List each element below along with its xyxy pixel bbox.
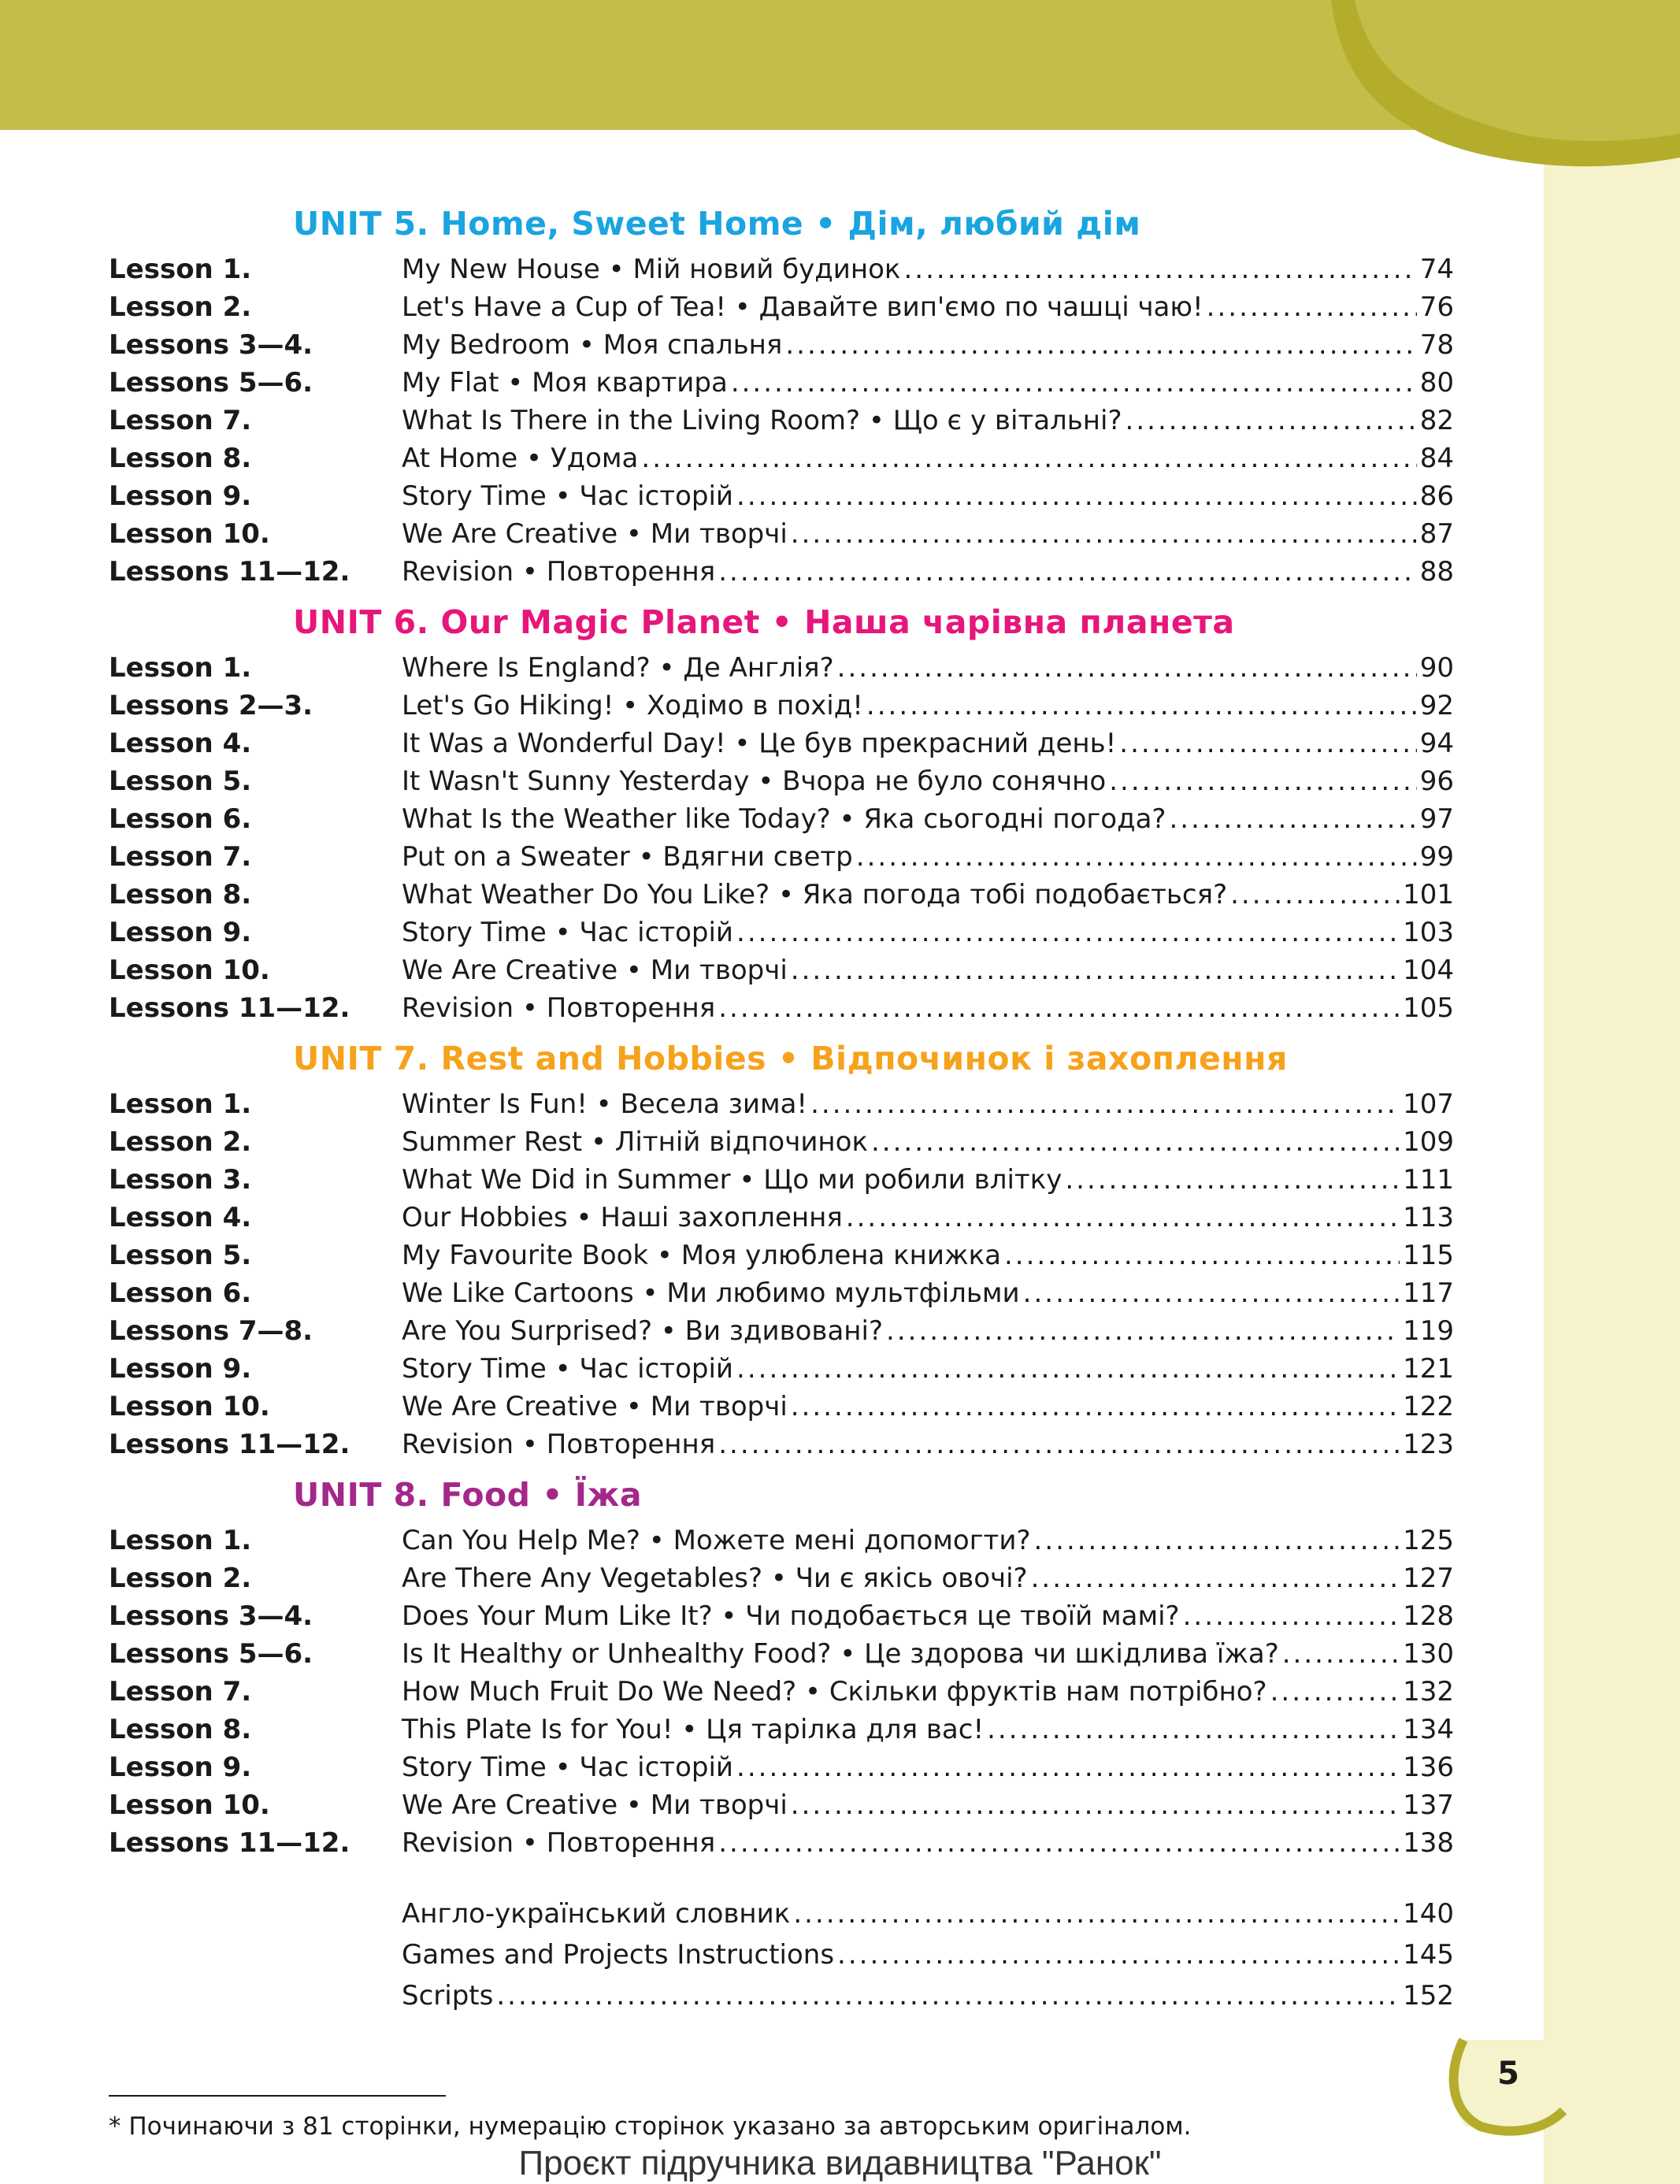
lesson-entry [402,1789,1454,1821]
lesson-title: It Wasn't Sunny Yesterday • Вчора не було сонячно [402,766,1107,797]
lesson-title: Winter Is Fun! • Весела зима! [402,1088,808,1120]
page-number: 5 [1497,2056,1519,2092]
lesson-label: Lesson 9. [109,1353,252,1385]
lesson-label: Lesson 8. [109,443,252,474]
toc-row[interactable] [0,518,1680,556]
dot-leader [810,1088,1400,1120]
lesson-label: Lesson 9. [109,1752,252,1783]
page-ref: 107 [1403,1088,1454,1120]
toc-row[interactable] [0,405,1680,443]
lesson-entry [402,1752,1454,1783]
page-ref: 145 [1403,1939,1454,1971]
lesson-label: Lessons 11—12. [109,1827,350,1859]
lesson-entry [402,652,1454,684]
lesson-label: Lessons 5—6. [109,367,313,399]
dot-leader [791,518,1417,550]
lesson-entry [402,690,1454,721]
lesson-label: Lesson 2. [109,1126,252,1158]
unit-title: UNIT 7. Rest and Hobbies • Відпочинок і захоплення [293,1040,1288,1077]
toc-row[interactable] [0,917,1680,955]
toc-row[interactable] [0,652,1680,690]
lesson-title: Is It Healthy or Unhealthy Food? • Це здорова чи шкідлива їжа? [402,1638,1279,1670]
dot-leader [1270,1676,1400,1708]
footnote-rule [109,2095,446,2097]
lesson-label: Lesson 10. [109,1391,270,1422]
dot-leader [791,955,1400,986]
page-ref: 103 [1403,917,1454,948]
lesson-label: Lesson 1. [109,254,252,285]
lesson-entry [402,367,1454,399]
dot-leader [1004,1240,1400,1271]
lesson-entry [402,1126,1454,1158]
lesson-label: Lessons 5—6. [109,1638,313,1670]
toc-row[interactable] [0,254,1680,291]
unit-title: UNIT 6. Our Magic Planet • Наша чарівна планета [293,603,1235,641]
page-ref: 121 [1403,1353,1454,1385]
dot-leader [903,254,1416,285]
page-ref: 119 [1403,1315,1454,1347]
lesson-label: Lessons 11—12. [109,556,350,588]
toc-row[interactable] [0,1353,1680,1391]
dot-leader [846,1202,1400,1233]
dot-leader [1034,1525,1400,1556]
lesson-label: Lesson 1. [109,1088,252,1120]
dot-leader [1282,1638,1400,1670]
toc-row[interactable] [0,766,1680,803]
lesson-title: We Are Creative • Ми творчі [402,1391,788,1422]
page-ref: 92 [1419,690,1454,721]
lesson-label: Lessons 3—4. [109,1600,313,1632]
unit-title: UNIT 5. Home, Sweet Home • Дім, любий дім [293,205,1141,243]
appendix-title: Games and Projects Instructions [402,1939,835,1971]
page-ref: 97 [1419,803,1454,835]
appendix-row[interactable] [0,1980,1680,2018]
dot-leader [496,1980,1400,2012]
lesson-entry [402,1429,1454,1460]
page-ref: 90 [1419,652,1454,684]
dot-leader [856,841,1417,873]
lesson-entry [402,879,1454,910]
page-ref: 82 [1419,405,1454,436]
lesson-title: Story Time • Час історій [402,480,734,512]
lesson-label: Lesson 7. [109,405,252,436]
appendix-title: Англо-український словник [402,1898,791,1930]
lesson-label: Lesson 8. [109,1714,252,1745]
dot-leader [1183,1600,1400,1632]
lesson-label: Lesson 5. [109,766,252,797]
toc-row[interactable] [0,1088,1680,1126]
appendix-entry [402,1980,1454,2012]
lesson-label: Lessons 11—12. [109,992,350,1024]
page-ref: 132 [1403,1676,1454,1708]
dot-leader [641,443,1416,474]
lesson-title: My Bedroom • Моя спальня [402,329,783,361]
lesson-entry [402,443,1454,474]
toc-row[interactable] [0,1638,1680,1676]
lesson-title: Our Hobbies • Наші захоплення [402,1202,843,1233]
toc-row[interactable] [0,841,1680,879]
toc-row[interactable] [0,1714,1680,1752]
lesson-entry [402,1391,1454,1422]
lesson-label: Lesson 6. [109,1277,252,1309]
lesson-entry [402,803,1454,835]
dot-leader [718,1827,1400,1859]
lesson-entry [402,1714,1454,1745]
toc-row[interactable] [0,728,1680,766]
toc-row[interactable] [0,1563,1680,1600]
lesson-entry [402,766,1454,797]
dot-leader [1065,1164,1400,1196]
lesson-entry [402,480,1454,512]
appendix-entry [402,1939,1454,1971]
lesson-entry [402,1600,1454,1632]
lesson-entry [402,1827,1454,1859]
lesson-entry [402,841,1454,873]
toc-row[interactable] [0,329,1680,367]
dot-leader [866,690,1417,721]
lesson-title: This Plate Is for You! • Ця тарілка для вас! [402,1714,985,1745]
dot-leader [1230,879,1400,910]
page-ref: 86 [1419,480,1454,512]
watermark: Проєкт підручника видавництва "Ранок" [518,2144,1162,2182]
page-ref: 84 [1419,443,1454,474]
lesson-entry [402,405,1454,436]
dot-leader [785,329,1416,361]
lesson-entry [402,1088,1454,1120]
toc-row[interactable] [0,992,1680,1030]
appendix-row[interactable] [0,1898,1680,1936]
lesson-label: Lesson 10. [109,955,270,986]
dot-leader [987,1714,1400,1745]
lesson-entry [402,1240,1454,1271]
page-ref: 138 [1403,1827,1454,1859]
lesson-title: Revision • Повторення [402,1827,716,1859]
dot-leader [736,1752,1400,1783]
lesson-title: What We Did in Summer • Що ми робили влітку [402,1164,1063,1196]
toc-row[interactable] [0,1752,1680,1789]
lesson-entry [402,329,1454,361]
page-ref: 105 [1403,992,1454,1024]
page-ref: 130 [1403,1638,1454,1670]
dot-leader [1207,291,1417,323]
lesson-entry [402,291,1454,323]
lesson-title: My Favourite Book • Моя улюблена книжка [402,1240,1001,1271]
lesson-entry [402,955,1454,986]
appendix-entry [402,1898,1454,1930]
toc-row[interactable] [0,1525,1680,1563]
page-ref: 113 [1403,1202,1454,1233]
dot-leader [837,652,1417,684]
dot-leader [1023,1277,1400,1309]
lesson-entry [402,518,1454,550]
page-ref: 99 [1419,841,1454,873]
lesson-title: Are You Surprised? • Ви здивовані? [402,1315,884,1347]
dot-leader [1126,405,1417,436]
lesson-label: Lessons 7—8. [109,1315,313,1347]
lesson-label: Lesson 2. [109,1563,252,1594]
lesson-label: Lesson 4. [109,1202,252,1233]
toc-row[interactable] [0,1600,1680,1638]
lesson-label: Lesson 4. [109,728,252,759]
toc-row[interactable] [0,1315,1680,1353]
toc-row[interactable] [0,1676,1680,1714]
page-ref: 96 [1419,766,1454,797]
toc-row[interactable] [0,1164,1680,1202]
lesson-title: Story Time • Час історій [402,1353,734,1385]
lesson-title: What Weather Do You Like? • Яка погода тобі подобається? [402,879,1228,910]
toc-row[interactable] [0,955,1680,992]
lesson-label: Lesson 2. [109,291,252,323]
page-ref: 87 [1419,518,1454,550]
lesson-label: Lesson 9. [109,917,252,948]
lesson-label: Lesson 1. [109,652,252,684]
lesson-title: What Is There in the Living Room? • Що є у вітальні? [402,405,1122,436]
toc-row[interactable] [0,291,1680,329]
page-ref: 117 [1403,1277,1454,1309]
page-ref: 74 [1419,254,1454,285]
lesson-label: Lessons 2—3. [109,690,313,721]
page-ref: 134 [1403,1714,1454,1745]
page-ref: 101 [1403,879,1454,910]
dot-leader [1109,766,1417,797]
toc-row[interactable] [0,480,1680,518]
lesson-entry [402,1353,1454,1385]
page-ref: 88 [1419,556,1454,588]
toc-row[interactable] [0,1391,1680,1429]
page-ref: 125 [1403,1525,1454,1556]
lesson-entry [402,917,1454,948]
lesson-entry [402,1315,1454,1347]
lesson-title: At Home • Удома [402,443,639,474]
toc-row[interactable] [0,1126,1680,1164]
toc-row[interactable] [0,1789,1680,1827]
lesson-label: Lesson 10. [109,1789,270,1821]
lesson-title: How Much Fruit Do We Need? • Скільки фруктів нам потрібно? [402,1676,1267,1708]
lesson-label: Lesson 8. [109,879,252,910]
appendix-row[interactable] [0,1939,1680,1977]
lesson-title: My Flat • Моя квартира [402,367,728,399]
lesson-label: Lesson 1. [109,1525,252,1556]
lesson-entry [402,1638,1454,1670]
lesson-title: We Are Creative • Ми творчі [402,518,788,550]
dot-leader [837,1939,1400,1971]
toc-row[interactable] [0,367,1680,405]
page-ref: 137 [1403,1789,1454,1821]
page-ref: 80 [1419,367,1454,399]
page-ref: 109 [1403,1126,1454,1158]
toc-row[interactable] [0,1827,1680,1865]
toc-row[interactable] [0,879,1680,917]
lesson-entry [402,728,1454,759]
toc-row[interactable] [0,443,1680,480]
lesson-entry [402,992,1454,1024]
unit-title: UNIT 8. Food • Їжа [293,1476,642,1514]
dot-leader [886,1315,1400,1347]
lesson-title: Revision • Повторення [402,992,716,1024]
dot-leader [1169,803,1416,835]
lesson-label: Lessons 11—12. [109,1429,350,1460]
dot-leader [1119,728,1416,759]
lesson-title: Does Your Mum Like It? • Чи подобається це твоїй мамі? [402,1600,1180,1632]
lesson-title: Can You Help Me? • Можете мені допомогти? [402,1525,1031,1556]
dot-leader [791,1789,1400,1821]
dot-leader [736,1353,1400,1385]
dot-leader [718,992,1400,1024]
lesson-title: Revision • Повторення [402,556,716,588]
lesson-title: Summer Rest • Літній відпочинок [402,1126,868,1158]
lesson-label: Lesson 3. [109,1164,252,1196]
lesson-label: Lesson 9. [109,480,252,512]
page-ref: 76 [1419,291,1454,323]
lesson-label: Lesson 5. [109,1240,252,1271]
page-ref: 104 [1403,955,1454,986]
lesson-title: Story Time • Час історій [402,1752,734,1783]
page-ref: 115 [1403,1240,1454,1271]
lesson-title: What Is the Weather like Today? • Яка сьогодні погода? [402,803,1166,835]
page-ref: 78 [1419,329,1454,361]
page-ref: 94 [1419,728,1454,759]
lesson-entry [402,1277,1454,1309]
lesson-label: Lesson 7. [109,841,252,873]
page-ref: 123 [1403,1429,1454,1460]
dot-leader [718,1429,1400,1460]
dot-leader [793,1898,1400,1930]
toc-row[interactable] [0,1277,1680,1315]
lesson-title: We Like Cartoons • Ми любимо мультфільми [402,1277,1020,1309]
page-ref: 152 [1403,1980,1454,2012]
lesson-entry [402,1563,1454,1594]
lesson-title: We Are Creative • Ми творчі [402,955,788,986]
dot-leader [1031,1563,1400,1594]
toc-row[interactable] [0,1202,1680,1240]
lesson-title: We Are Creative • Ми творчі [402,1789,788,1821]
lesson-title: My New House • Мій новий будинок [402,254,901,285]
toc-row[interactable] [0,1429,1680,1467]
dot-leader [791,1391,1400,1422]
lesson-title: Let's Go Hiking! • Ходімо в похід! [402,690,863,721]
dot-leader [736,480,1417,512]
toc-row[interactable] [0,803,1680,841]
lesson-title: It Was a Wonderful Day! • Це був прекрасний день! [402,728,1117,759]
lesson-entry [402,1676,1454,1708]
lesson-title: Put on a Sweater • Вдягни светр [402,841,853,873]
lesson-title: Revision • Повторення [402,1429,716,1460]
page-ref: 128 [1403,1600,1454,1632]
appendix-title: Scripts [402,1980,494,2012]
lesson-title: Story Time • Час історій [402,917,734,948]
dot-leader [736,917,1400,948]
lesson-entry [402,556,1454,588]
lesson-entry [402,1164,1454,1196]
lesson-label: Lessons 3—4. [109,329,313,361]
dot-leader [731,367,1417,399]
page-ref: 140 [1403,1898,1454,1930]
toc-row[interactable] [0,1240,1680,1277]
lesson-label: Lesson 10. [109,518,270,550]
lesson-entry [402,1202,1454,1233]
lesson-label: Lesson 6. [109,803,252,835]
page-ref: 127 [1403,1563,1454,1594]
lesson-title: Let's Have a Cup of Tea! • Давайте вип'ємо по чашці чаю! [402,291,1203,323]
dot-leader [871,1126,1400,1158]
toc-row[interactable] [0,690,1680,728]
lesson-entry [402,254,1454,285]
footnote: * Починаючи з 81 сторінки, нумерацію сторінок указано за авторським оригіналом. [109,2112,1192,2141]
lesson-title: Where Is England? • Де Англія? [402,652,834,684]
page-ref: 111 [1403,1164,1454,1196]
page-ref: 122 [1403,1391,1454,1422]
toc-row[interactable] [0,556,1680,594]
lesson-title: Are There Any Vegetables? • Чи є якісь овочі? [402,1563,1028,1594]
page-ref: 136 [1403,1752,1454,1783]
dot-leader [718,556,1417,588]
lesson-entry [402,1525,1454,1556]
lesson-label: Lesson 7. [109,1676,252,1708]
